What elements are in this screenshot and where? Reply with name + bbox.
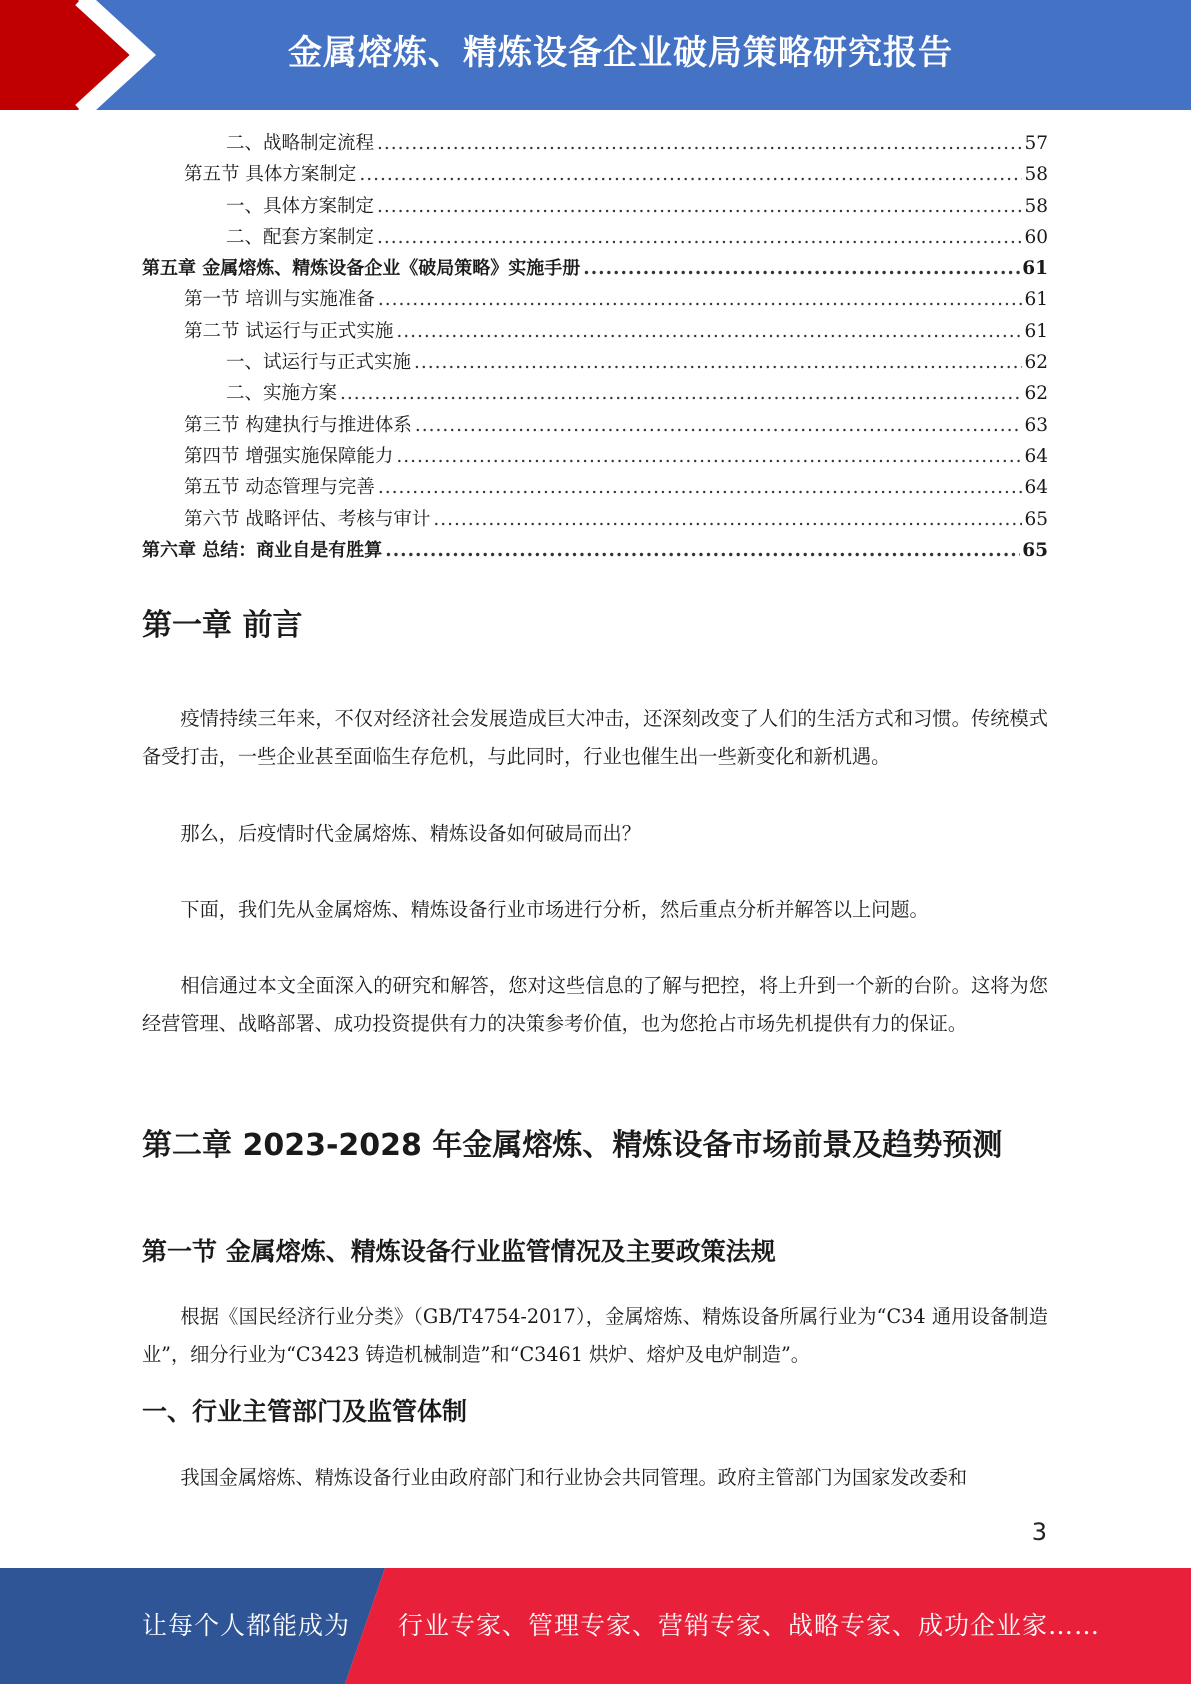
toc-leader-dots xyxy=(415,410,1023,441)
toc-leader-dots xyxy=(433,504,1022,535)
toc-entry-title: 第五章 金属熔炼、精炼设备企业《破局策略》实施手册 xyxy=(142,258,581,280)
toc-entry-title: 二、配套方案制定 xyxy=(226,226,375,248)
toc-entry[interactable] xyxy=(142,535,1048,566)
toc-entry[interactable] xyxy=(142,284,1048,315)
toc-entry[interactable] xyxy=(142,472,1048,503)
chapter-1-paragraph: 下面，我们先从金属熔炼、精炼设备行业市场进行分析，然后重点分析并解答以上问题。 xyxy=(180,898,929,921)
toc-entry-page: 58 xyxy=(1024,195,1048,217)
toc-leader-dots xyxy=(583,253,1020,284)
toc-entry[interactable] xyxy=(142,316,1048,347)
toc-entry-title: 第六章 总结：商业自是有胜算 xyxy=(142,539,383,561)
toc-entry[interactable] xyxy=(142,159,1048,190)
toc-entry-title: 二、实施方案 xyxy=(226,383,338,405)
subsection-1-heading: 一、行业主管部门及监管体制 xyxy=(142,1397,468,1426)
toc-entry[interactable] xyxy=(142,347,1048,378)
toc-entry[interactable] xyxy=(142,191,1048,222)
header-banner xyxy=(0,0,1191,110)
toc-leader-dots xyxy=(378,472,1023,503)
toc-entry[interactable] xyxy=(142,222,1048,253)
toc-entry-page: 61 xyxy=(1024,320,1048,342)
toc-entry-title: 第五节 动态管理与完善 xyxy=(184,477,375,499)
toc-entry-title: 第四节 增强实施保障能力 xyxy=(184,445,394,467)
footer-slogan-right: 行业专家、管理专家、营销专家、战略专家、成功企业家…… xyxy=(398,1611,1101,1640)
toc-leader-dots xyxy=(340,378,1022,409)
toc-entry-page: 65 xyxy=(1022,539,1048,561)
toc-entry-title: 一、具体方案制定 xyxy=(226,195,375,217)
toc-entry-page: 64 xyxy=(1024,445,1048,467)
footer-slogan-left: 让每个人都能成为 xyxy=(142,1611,351,1640)
chapter-1-paragraph: 相信通过本文全面深入的研究和解答，您对这些信息的了解与把控，将上升到一个新的台阶。这将为您经营管理、战略部署、成功投资提供有力的决策参考价值，也为您抢占市场先机提供有力的保证。 xyxy=(142,974,1048,1035)
toc-entry[interactable] xyxy=(142,410,1048,441)
section-1-heading: 第一节 金属熔炼、精炼设备行业监管情况及主要政策法规 xyxy=(142,1237,776,1266)
table-of-contents xyxy=(142,128,1048,566)
toc-entry-page: 60 xyxy=(1024,226,1048,248)
toc-entry[interactable] xyxy=(142,378,1048,409)
toc-leader-dots xyxy=(377,222,1022,253)
toc-entry-title: 第三节 构建执行与推进体系 xyxy=(184,414,412,436)
toc-entry-title: 第二节 试运行与正式实施 xyxy=(184,320,394,342)
toc-entry-page: 57 xyxy=(1024,133,1048,154)
toc-leader-dots xyxy=(396,316,1022,347)
toc-entry-page: 58 xyxy=(1024,164,1048,186)
chapter-1-heading: 第一章 前言 xyxy=(142,608,303,643)
toc-entry[interactable] xyxy=(142,128,1048,159)
toc-leader-dots xyxy=(378,284,1023,315)
toc-entry-page: 61 xyxy=(1022,258,1048,280)
toc-entry[interactable] xyxy=(142,504,1048,535)
toc-entry-title: 二、战略制定流程 xyxy=(226,133,375,154)
toc-leader-dots xyxy=(414,347,1022,378)
toc-entry-page: 61 xyxy=(1024,289,1048,311)
toc-entry-title: 第六节 战略评估、考核与审计 xyxy=(184,508,431,530)
subsection-1-paragraph: 我国金属熔炼、精炼设备行业由政府部门和行业协会共同管理。政府主管部门为国家发改委和 xyxy=(180,1466,968,1489)
toc-leader-dots xyxy=(377,128,1022,159)
report-title: 金属熔炼、精炼设备企业破局策略研究报告 xyxy=(288,33,953,73)
toc-entry-page: 62 xyxy=(1024,383,1048,405)
section-1-paragraph: 根据《国民经济行业分类》（GB/T4754-2017），金属熔炼、精炼设备所属行业为“C34 通用设备制造业”，细分行业为“C3423 铸造机械制造”和“C3461 烘炉、熔炉及电炉制造”。 xyxy=(142,1305,1048,1366)
chapter-2-heading: 第二章 2023-2028 年金属熔炼、精炼设备市场前景及趋势预测 xyxy=(142,1128,1003,1163)
toc-entry[interactable] xyxy=(142,441,1048,472)
chapter-1-paragraph: 那么，后疫情时代金属熔炼、精炼设备如何破局而出？ xyxy=(180,822,641,845)
toc-entry-page: 63 xyxy=(1024,414,1048,436)
page-number: 3 xyxy=(1031,1518,1047,1546)
toc-entry-page: 64 xyxy=(1024,477,1048,499)
toc-entry-title: 一、试运行与正式实施 xyxy=(226,352,412,374)
chapter-1-paragraph: 疫情持续三年来，不仅对经济社会发展造成巨大冲击，还深刻改变了人们的生活方式和习惯。传统模式备受打击，一些企业甚至面临生存危机，与此同时，行业也催生出一些新变化和新机遇。 xyxy=(142,707,1048,768)
toc-leader-dots xyxy=(385,535,1020,566)
toc-entry[interactable] xyxy=(142,253,1048,284)
toc-entry-title: 第五节 具体方案制定 xyxy=(184,164,357,186)
toc-leader-dots xyxy=(359,159,1022,190)
toc-entry-page: 65 xyxy=(1024,508,1048,530)
toc-entry-title: 第一节 培训与实施准备 xyxy=(184,289,375,311)
footer-banner xyxy=(0,1568,1191,1684)
toc-entry-page: 62 xyxy=(1024,352,1048,374)
toc-leader-dots xyxy=(396,441,1022,472)
toc-leader-dots xyxy=(377,191,1022,222)
